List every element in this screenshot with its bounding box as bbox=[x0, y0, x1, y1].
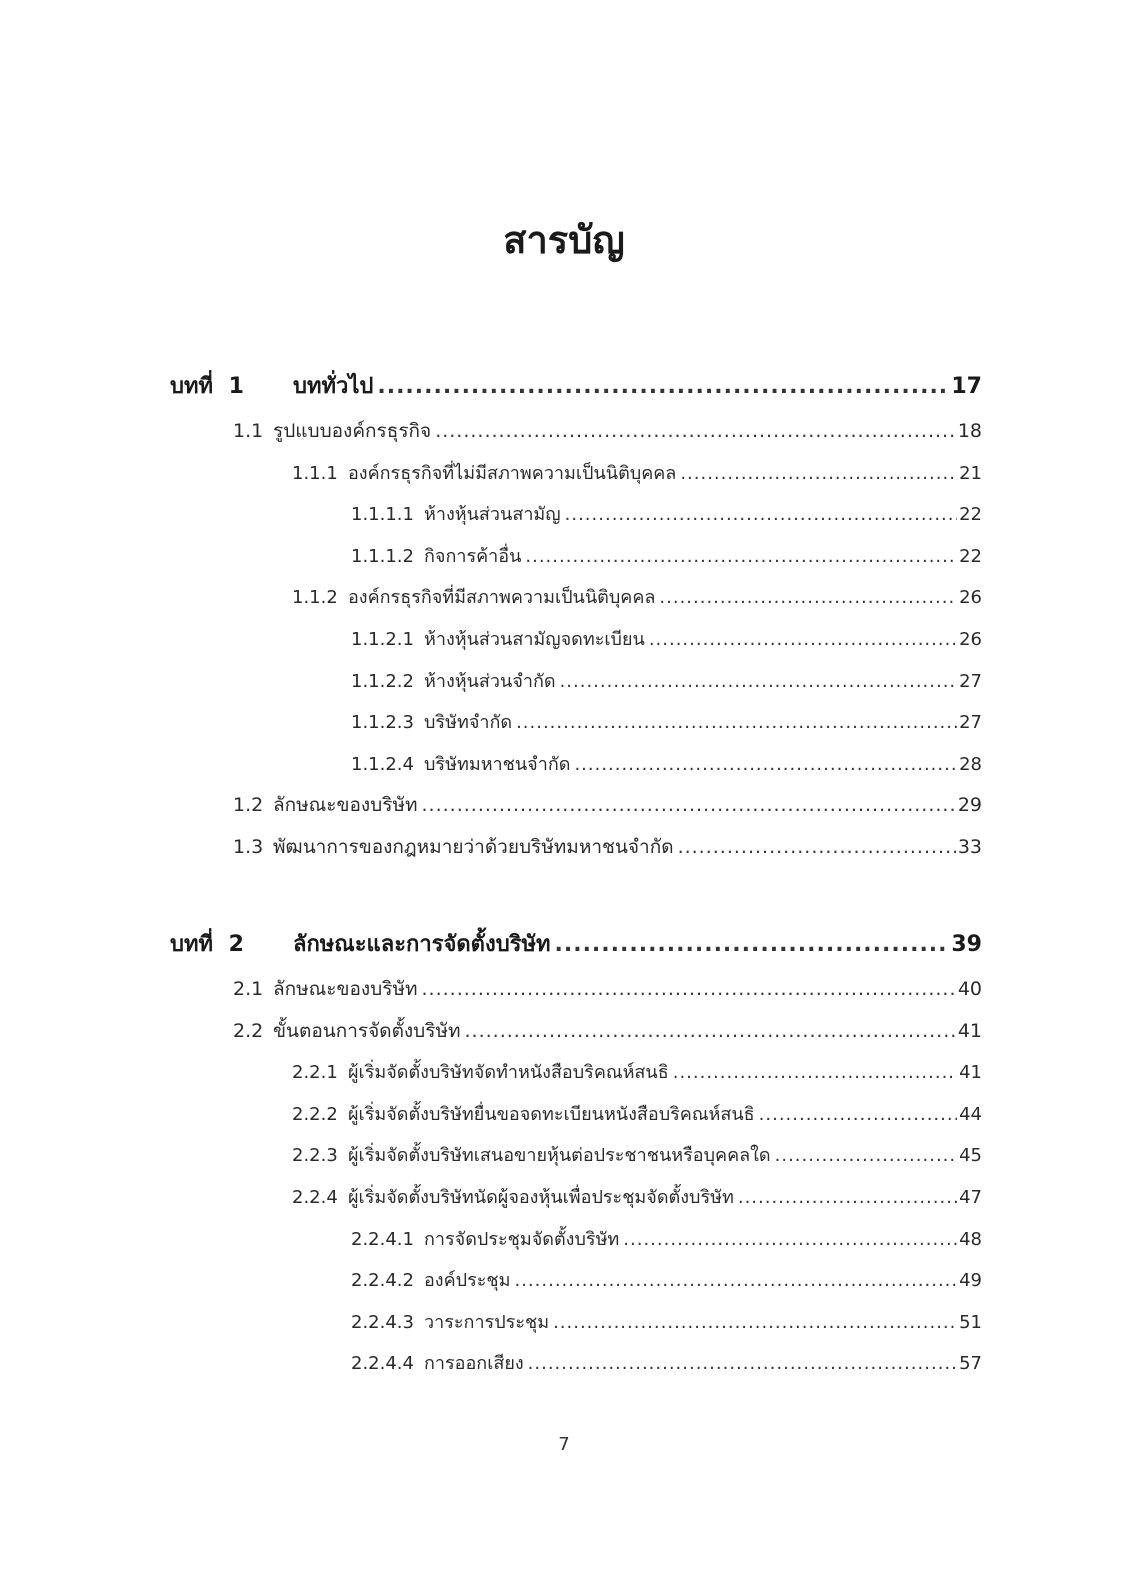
entry-title: ลักษณะของบริษัท bbox=[273, 978, 418, 1000]
entry-page-number: 27 bbox=[959, 670, 982, 692]
dot-leader bbox=[659, 587, 957, 608]
chapter-title: ลักษณะและการจัดตั้งบริษัท bbox=[293, 932, 551, 957]
dot-leader bbox=[525, 546, 957, 567]
toc-entry bbox=[292, 1057, 982, 1086]
chapter-heading bbox=[170, 926, 982, 961]
toc-entry bbox=[351, 541, 982, 570]
entry-page-number: 44 bbox=[959, 1103, 982, 1125]
entry-number: 1.1.1.1 bbox=[351, 504, 414, 526]
toc-entry bbox=[233, 974, 982, 1004]
dot-leader bbox=[514, 1270, 957, 1291]
toc-entry bbox=[292, 1099, 982, 1128]
entry-title: ขั้นตอนการจัดตั้งบริษัท bbox=[273, 1019, 461, 1042]
entry-page-number: 29 bbox=[957, 794, 982, 817]
entry-title: กิจการค้าอื่น bbox=[424, 545, 522, 567]
dot-leader bbox=[673, 1062, 957, 1083]
dot-leader bbox=[649, 629, 957, 650]
entry-page-number: 33 bbox=[957, 836, 982, 858]
entry-number: 1.1 bbox=[233, 420, 264, 442]
dot-leader bbox=[775, 1145, 957, 1166]
entry-title: บริษัทจำกัด bbox=[424, 712, 513, 734]
dot-leader bbox=[623, 1229, 957, 1250]
entry-title: ผู้เริ่มจัดตั้งบริษัทจัดทำหนังสือบริคณห์สนธิ bbox=[348, 1062, 669, 1084]
toc-entry bbox=[351, 1265, 982, 1294]
entry-page-number: 28 bbox=[959, 753, 982, 775]
toc-entry bbox=[351, 1307, 982, 1336]
page-title: สารบัญ bbox=[503, 218, 625, 262]
dot-leader bbox=[738, 1187, 957, 1208]
entry-number: 2.2.1 bbox=[292, 1062, 338, 1084]
toc-entry bbox=[351, 666, 982, 695]
entry-page-number: 40 bbox=[957, 978, 982, 1000]
chapter-title: บททั่วไป bbox=[293, 374, 374, 399]
dot-leader bbox=[680, 463, 957, 484]
entry-number: 2.2.4 bbox=[292, 1187, 338, 1208]
toc-entry bbox=[292, 1182, 982, 1211]
toc-entry bbox=[351, 624, 982, 653]
entry-page-number: 51 bbox=[959, 1311, 982, 1333]
entry-number: 1.1.2.1 bbox=[351, 629, 414, 650]
entry-title: องค์ประชุม bbox=[424, 1270, 511, 1292]
entry-page-number: 49 bbox=[959, 1270, 982, 1292]
toc-entry bbox=[292, 582, 982, 611]
dot-leader bbox=[422, 794, 956, 816]
dot-leader bbox=[422, 978, 956, 1000]
dot-leader bbox=[574, 754, 957, 775]
toc-entry bbox=[292, 458, 982, 487]
toc-entry bbox=[351, 749, 982, 778]
toc-entry bbox=[292, 1140, 982, 1169]
entry-number: 2.1 bbox=[233, 978, 264, 1000]
dot-leader bbox=[555, 932, 950, 957]
toc-entry bbox=[233, 1016, 982, 1046]
entry-number: 2.2.4.2 bbox=[351, 1270, 414, 1292]
entry-number: 1.1.2.4 bbox=[351, 753, 414, 775]
toc-entry bbox=[233, 416, 982, 446]
chapter-label: บทที่ 2 bbox=[170, 932, 244, 957]
entry-title: บริษัทมหาชนจำกัด bbox=[424, 753, 571, 775]
toc-entry bbox=[351, 1224, 982, 1253]
entry-page-number: 47 bbox=[959, 1187, 982, 1208]
dot-leader bbox=[560, 671, 958, 692]
entry-title: องค์กรธุรกิจที่ไม่มีสภาพความเป็นนิติบุคคล bbox=[348, 462, 677, 484]
entry-title: การออกเสียง bbox=[424, 1353, 524, 1375]
chapter-page-number: 17 bbox=[951, 374, 982, 399]
entry-number: 1.2 bbox=[233, 794, 264, 817]
entry-title: ผู้เริ่มจัดตั้งบริษัทเสนอขายหุ้นต่อประชาชนหรือบุคคลใด bbox=[348, 1145, 771, 1167]
entry-title: การจัดประชุมจัดตั้งบริษัท bbox=[424, 1228, 620, 1250]
entry-number: 1.1.2 bbox=[292, 587, 338, 609]
entry-title: ลักษณะของบริษัท bbox=[273, 794, 418, 817]
dot-leader bbox=[678, 836, 956, 858]
entry-title: ห้างหุ้นส่วนสามัญ bbox=[424, 504, 561, 526]
toc-entry bbox=[351, 707, 982, 736]
entry-number: 1.1.2.3 bbox=[351, 712, 414, 734]
entry-page-number: 21 bbox=[959, 462, 982, 484]
entry-number: 1.3 bbox=[233, 836, 264, 858]
toc-entry bbox=[351, 1348, 982, 1377]
dot-leader bbox=[377, 374, 949, 399]
entry-page-number: 45 bbox=[959, 1145, 982, 1167]
dot-leader bbox=[516, 712, 957, 733]
entry-page-number: 41 bbox=[957, 1019, 982, 1042]
entry-number: 1.1.2.2 bbox=[351, 670, 414, 692]
entry-title: องค์กรธุรกิจที่มีสภาพความเป็นนิติบุคคล bbox=[348, 587, 656, 609]
entry-page-number: 48 bbox=[959, 1228, 982, 1250]
entry-page-number: 26 bbox=[959, 629, 982, 650]
dot-leader bbox=[759, 1104, 957, 1125]
toc-entry bbox=[233, 832, 982, 862]
page-number: 7 bbox=[558, 1434, 570, 1455]
dot-leader bbox=[528, 1353, 957, 1374]
dot-leader bbox=[465, 1020, 956, 1042]
entry-title: ผู้เริ่มจัดตั้งบริษัทนัดผู้จองหุ้นเพื่อประชุมจัดตั้งบริษัท bbox=[348, 1187, 734, 1208]
entry-page-number: 41 bbox=[959, 1062, 982, 1084]
toc-entry bbox=[351, 499, 982, 528]
entry-title: พัฒนาการของกฎหมายว่าด้วยบริษัทมหาชนจำกัด bbox=[273, 836, 674, 858]
entry-title: รูปแบบองค์กรธุรกิจ bbox=[273, 420, 432, 442]
entry-page-number: 22 bbox=[959, 545, 982, 567]
entry-number: 2.2.4.1 bbox=[351, 1228, 414, 1250]
entry-page-number: 57 bbox=[959, 1353, 982, 1375]
entry-title: ห้างหุ้นส่วนสามัญจดทะเบียน bbox=[424, 629, 645, 650]
chapter-page-number: 39 bbox=[951, 932, 982, 957]
toc-entry bbox=[233, 790, 982, 820]
entry-number: 2.2.3 bbox=[292, 1145, 338, 1167]
entry-number: 2.2 bbox=[233, 1019, 264, 1042]
chapter-heading bbox=[170, 368, 982, 403]
entry-page-number: 27 bbox=[959, 712, 982, 734]
entry-number: 2.2.2 bbox=[292, 1103, 338, 1125]
entry-number: 2.2.4.4 bbox=[351, 1353, 414, 1375]
dot-leader bbox=[565, 504, 957, 525]
entry-page-number: 22 bbox=[959, 504, 982, 526]
entry-title: ห้างหุ้นส่วนจำกัด bbox=[424, 670, 556, 692]
chapter-label: บทที่ 1 bbox=[170, 374, 244, 399]
dot-leader bbox=[435, 420, 956, 442]
entry-number: 1.1.1 bbox=[292, 462, 338, 484]
entry-title: ผู้เริ่มจัดตั้งบริษัทยื่นขอจดทะเบียนหนังสือบริคณห์สนธิ bbox=[348, 1103, 755, 1125]
entry-number: 1.1.1.2 bbox=[351, 545, 414, 567]
entry-title: วาระการประชุม bbox=[424, 1311, 550, 1333]
entry-number: 2.2.4.3 bbox=[351, 1311, 414, 1333]
entry-page-number: 26 bbox=[959, 587, 982, 609]
dot-leader bbox=[553, 1312, 957, 1333]
entry-page-number: 18 bbox=[957, 420, 982, 442]
